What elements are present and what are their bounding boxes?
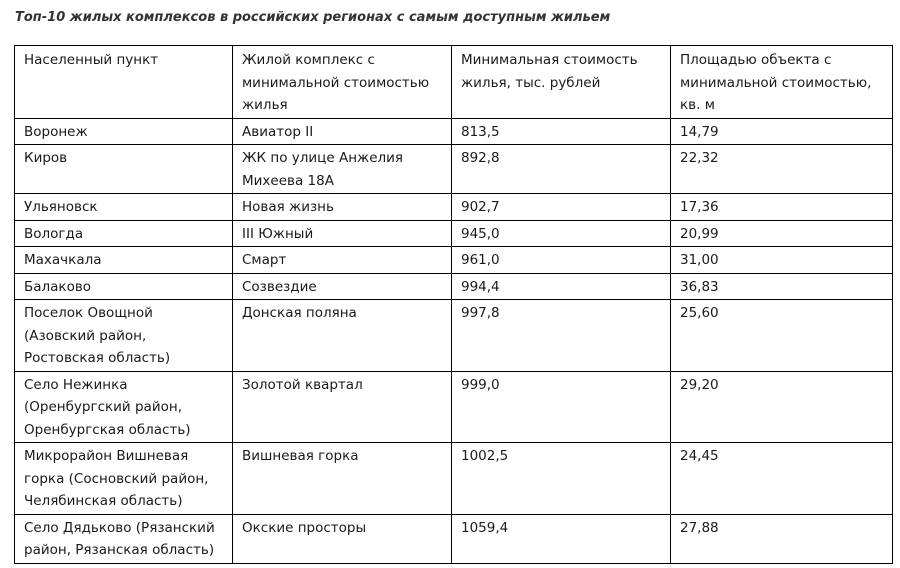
- cell-min-price: 902,7: [452, 194, 671, 221]
- cell-complex: Вишневая горка: [233, 443, 452, 515]
- cell-area: 36,83: [671, 273, 893, 300]
- cell-min-price: 994,4: [452, 273, 671, 300]
- cell-settlement: Воронеж: [15, 118, 233, 145]
- table-row: [15, 220, 893, 247]
- table-row: [15, 443, 893, 515]
- table-row: [15, 300, 893, 372]
- cell-min-price: 1059,4: [452, 514, 671, 563]
- cell-min-price: 945,0: [452, 220, 671, 247]
- cell-settlement: Вологда: [15, 220, 233, 247]
- cell-min-price: 999,0: [452, 371, 671, 443]
- table-row: [15, 194, 893, 221]
- cell-settlement: Село Нежинка (Оренбургский район, Оренбургская область): [15, 371, 233, 443]
- cell-settlement: Балаково: [15, 273, 233, 300]
- cell-area: 27,88: [671, 514, 893, 563]
- cell-complex: Авиатор II: [233, 118, 452, 145]
- header-row: [15, 46, 893, 119]
- cell-min-price: 997,8: [452, 300, 671, 372]
- cell-min-price: 1002,5: [452, 443, 671, 515]
- table-row: [15, 273, 893, 300]
- header-area: Площадью объекта с минимальной стоимостью, кв. м: [671, 46, 893, 119]
- cell-complex: Золотой квартал: [233, 371, 452, 443]
- cell-area: 17,36: [671, 194, 893, 221]
- cell-complex: III Южный: [233, 220, 452, 247]
- cell-area: 14,79: [671, 118, 893, 145]
- cell-area: 29,20: [671, 371, 893, 443]
- cell-area: 25,60: [671, 300, 893, 372]
- header-min-price: Минимальная стоимость жилья, тыс. рублей: [452, 46, 671, 119]
- cell-min-price: 813,5: [452, 118, 671, 145]
- cell-min-price: 892,8: [452, 145, 671, 194]
- table-title: Топ-10 жилых комплексов в российских регионах с самым доступным жильем: [15, 10, 611, 25]
- housing-table: [14, 45, 893, 564]
- cell-area: 31,00: [671, 247, 893, 274]
- cell-settlement: Село Дядьково (Рязанский район, Рязанская область): [15, 514, 233, 563]
- cell-settlement: Поселок Овощной (Азовский район, Ростовская область): [15, 300, 233, 372]
- cell-min-price: 961,0: [452, 247, 671, 274]
- cell-complex: Донская поляна: [233, 300, 452, 372]
- cell-area: 20,99: [671, 220, 893, 247]
- cell-complex: Окские просторы: [233, 514, 452, 563]
- table-row: [15, 371, 893, 443]
- cell-complex: Новая жизнь: [233, 194, 452, 221]
- cell-complex: Созвездие: [233, 273, 452, 300]
- cell-area: 22,32: [671, 145, 893, 194]
- cell-settlement: Махачкала: [15, 247, 233, 274]
- cell-settlement: Киров: [15, 145, 233, 194]
- cell-complex: ЖК по улице Анжелия Михеева 18А: [233, 145, 452, 194]
- table-row: [15, 118, 893, 145]
- table-row: [15, 145, 893, 194]
- header-complex: Жилой комплекс с минимальной стоимостью жилья: [233, 46, 452, 119]
- table-row: [15, 247, 893, 274]
- cell-complex: Смарт: [233, 247, 452, 274]
- cell-area: 24,45: [671, 443, 893, 515]
- cell-settlement: Ульяновск: [15, 194, 233, 221]
- header-settlement: Населенный пункт: [15, 46, 233, 119]
- cell-settlement: Микрорайон Вишневая горка (Сосновский район, Челябинская область): [15, 443, 233, 515]
- table-row: [15, 514, 893, 563]
